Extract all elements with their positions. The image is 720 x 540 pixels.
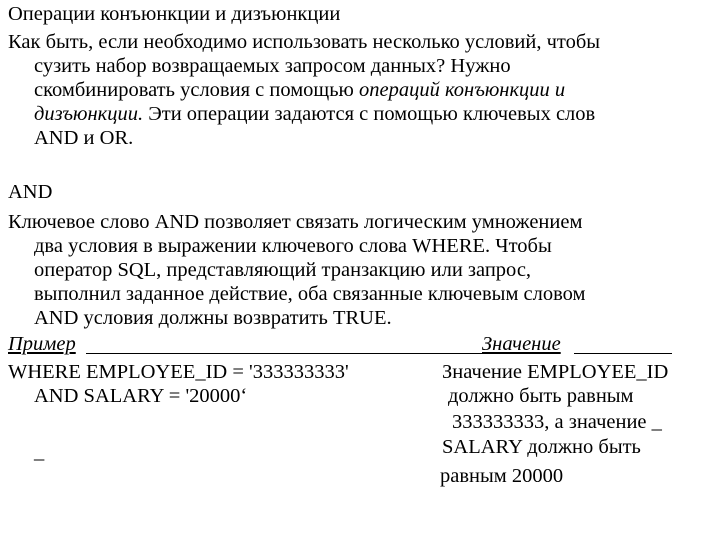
intro-line-4-text: Эти операции задаются с помощью ключевых слов — [143, 103, 596, 125]
value-line-2: должно быть равным — [448, 385, 634, 407]
intro-line-3-text: скомбинировать условия с помощью — [34, 79, 359, 101]
intro-line-4 — [34, 102, 595, 126]
intro-line-5: AND и OR. — [34, 127, 134, 149]
value-line-3: 333333333, а значение _ — [452, 411, 662, 433]
and-heading: AND — [8, 181, 53, 203]
value-line-5: равным 20000 — [440, 465, 564, 487]
example-header-rule-right — [574, 353, 672, 354]
intro-emphasis-1: операций конъюнкции и — [359, 79, 566, 101]
intro-line-1: Как быть, если необходимо использовать несколько условий, чтобы — [8, 31, 601, 53]
intro-line-3 — [34, 78, 565, 102]
intro-emphasis-2: дизъюнкции. — [34, 103, 144, 125]
code-line-1: WHERE EMPLOYEE_ID = '333333333' — [8, 361, 349, 383]
example-header-rule-left — [86, 353, 482, 354]
code-dash: _ — [34, 441, 45, 463]
page-title: Операции конъюнкции и дизъюнкции — [8, 3, 341, 25]
and-line-3: оператор SQL, представляющий транзакцию или запрос, — [34, 259, 532, 281]
and-line-1: Ключевое слово AND позволяет связать логическим умножением — [8, 211, 583, 233]
and-line-2: два условия в выражении ключевого слова WHERE. Чтобы — [34, 235, 552, 257]
intro-line-2: сузить набор возвращаемых запросом данных? Нужно — [34, 55, 511, 77]
value-line-4: SALARY должно быть — [442, 436, 641, 458]
example-label: Пример — [8, 333, 76, 355]
code-line-2: AND SALARY = '20000‘ — [34, 385, 248, 407]
and-line-4: выполнил заданное действие, оба связанные ключевым словом — [34, 283, 586, 305]
value-label: Значение — [482, 333, 561, 355]
and-line-5: AND условия должны возвратить TRUE. — [34, 307, 392, 329]
value-line-1: Значение EMPLOYEE_ID — [442, 361, 669, 383]
